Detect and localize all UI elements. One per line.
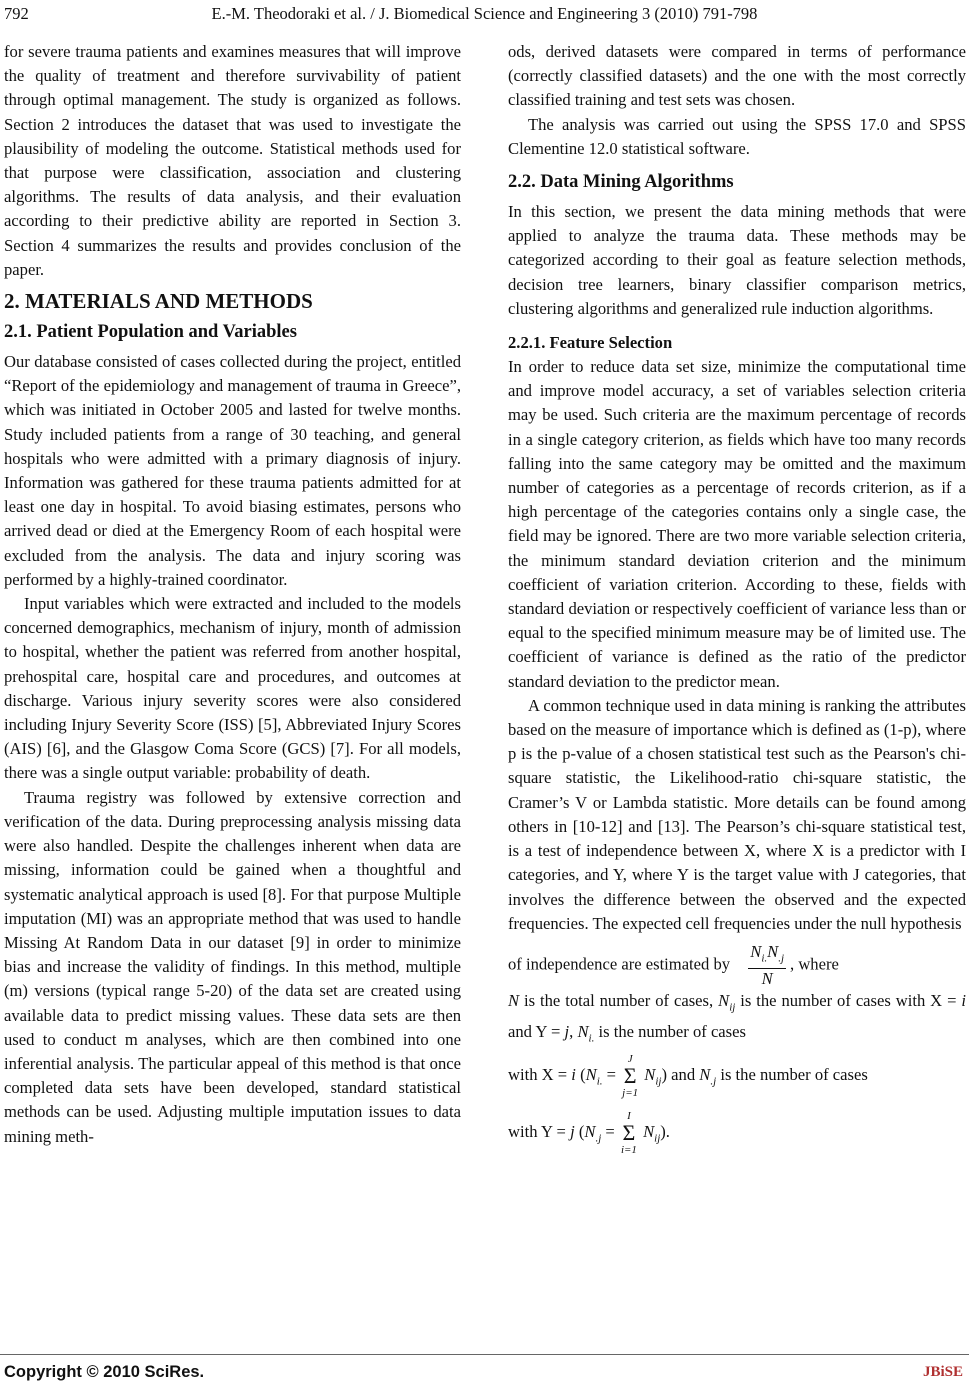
right-column — [508, 40, 966, 1163]
sum-symbol: I Σ i=1 — [620, 1109, 637, 1156]
running-header — [0, 4, 969, 30]
column-total-sentence: with Y = j ($N_{.j}$ = I Σ i=1 $N_{ij}$). — [508, 1109, 670, 1156]
spss-paragraph: The analysis was carried out using the SPSS 17.0 and SPSS Clementine 12.0 statistical software. — [508, 114, 966, 158]
expected-frequency-formula: $\frac{N_{i.}N_{.j}}{N}$ — [750, 941, 785, 989]
expected-frequency-sentence: of independence are estimated by $\frac{N_{i.}N_{.j}}{N}$ , where — [508, 941, 839, 989]
sum-symbol: J Σ j=1 — [622, 1053, 639, 1100]
section-2-1-heading: 2.1. Patient Population and Variables — [4, 322, 297, 343]
database-paragraph: Our database consisted of cases collected during the project, entitled “Report of the epidemiology and management of trauma in Greece”, which was initiated in October 2005 and lasted for twelve months. Study included patients from a range of 30 teaching, and general hospitals who were admitted with a primary diagnosis of injury. Information was gathered for these trauma patients admitted for at least one day in hospital. To avoid biasing estimates, persons who arrived dead or died at the Emergency Room of each hospital were excluded from the analysis. The data and injury scoring was performed by a highly-trained coordinator. — [4, 352, 461, 589]
left-column — [4, 40, 461, 1149]
running-head: E.-M. Theodoraki et al. / J. Biomedical Science and Engineering 3 (2010) 791-798 — [211, 4, 758, 23]
definitions-sentence: N is the total number of cases, $N_{ij}$ is the number of cases with X = i and Y = j, $N_{i.}$ is the number of cases — [508, 991, 967, 1045]
page-footer — [0, 1354, 969, 1382]
intro-paragraph: for severe trauma patients and examines measures that will improve the quality of treatment and therefore survivability of patient through optimal management. The study is organized as follows. Section 2 introduces the dataset that was used to investigate the plausibility of modeling the outcome. Statistical methods used for that purpose were classification, association and clustering algorithms. The results of data analysis, and their evaluation according to their predictive ability are reported in Section 3. Section 4 summarizes the results and provides conclusion of the paper. — [4, 42, 461, 279]
data-mining-paragraph: In this section, we present the data mining methods that were applied to analyze the trauma data. These methods may be categorized according to their goal as feature selection methods, decision tree learners, binary classifier comparison metrics, clustering algorithms and generalized rule induction algorithms. — [508, 202, 966, 318]
feature-selection-paragraph: In order to reduce data set size, minimize the computational time and improve model accuracy, a set of variables selection criteria may be used. Such criteria are the maximum percentage of records in a single category criterion, as fields which have too many records falling into the same category may be omitted and the maximum number of categories as a percentage of records criterion, as if a high percentage of the categories contains only a single case, the field may be ignored. There are two more variable selection criteria, the minimum standard deviation criterion and the minimum coefficient of variation criterion. According to these, fields with standard deviation or respectively coefficient of variance less than or equal to the specified minimum measure may be of limited use. The coefficient of variance is defined as the ratio of the predictor standard deviation to the predictor mean. — [508, 357, 966, 691]
ranking-paragraph: A common technique used in data mining is ranking the attributes based on the measure of importance which is defined as (1-p), where p is the p-value of a chosen statistical test such as the Pearson's chi-square statistic, the Likelihood-ratio chi-square statistic, the Cramer’s V or Lambda statistic. More details can be found among others in [10-12] and [13]. The Pearson’s chi-square statistical test, is a test of independence between X, where X is a predictor with I categories, and Y, where Y is the target value with J categories, that involves the difference between the observed and the expected frequencies. The expected cell frequencies under the null hypothesis — [508, 695, 966, 933]
page-number: 792 — [4, 4, 29, 23]
section-2-2-heading: 2.2. Data Mining Algorithms — [508, 172, 734, 193]
input-variables-paragraph: Input variables which were extracted and included to the models concerned demographics, mechanism of injury, month of admission to hospital, whether the patient was referred from another hospital, prehospital care, hospital care and procedures, and outcomes at discharge. Various injury severity scores were also considered including Injury Severity Score (ISS) [5], Abbreviated Injury Scores (AIS) [6], and the Glasgow Coma Score (GCS) [7]. For all models, there was a single output variable: probability of death. — [4, 594, 461, 783]
continued-paragraph: ods, derived datasets were compared in terms of performance (correctly classified datasets) and the one with the most correctly classified training and test sets was chosen. — [508, 42, 966, 110]
trauma-registry-paragraph: Trauma registry was followed by extensive correction and verification of the data. During preprocessing analysis missing data were also handled. Despite the challenges inherent when data are missing, information could be gained when a thoughtful and systematic analytical approach is used [8]. For that purpose Multiple imputation (MI) was an appropriate method that was used to handle Missing At Random Data in our dataset [9] in order to minimize bias and increase the validity of findings. In this method, multiple (m) versions (typical range 5-20) of the data set are created using available data to predict missing values. These data sets are then used to conduct m analyses, which are then combined into one inferential analysis. The particular appeal of this method is that once completed data sets have been developed, standard statistical methods can be used. Adjusting multiple imputation issues to data mining meth- — [4, 787, 461, 1146]
row-total-sentence: with X = i ($N_{i.}$ = J Σ j=1 $N_{ij}$) and $N_{.j}$ is the number of cases — [508, 1053, 868, 1100]
section-2-heading: 2. MATERIALS AND METHODS — [4, 289, 313, 314]
copyright-notice: Copyright © 2010 SciRes. — [4, 1363, 205, 1381]
journal-name: JBiSE — [922, 1364, 963, 1380]
section-2-2-1-heading: 2.2.1. Feature Selection — [508, 333, 673, 353]
